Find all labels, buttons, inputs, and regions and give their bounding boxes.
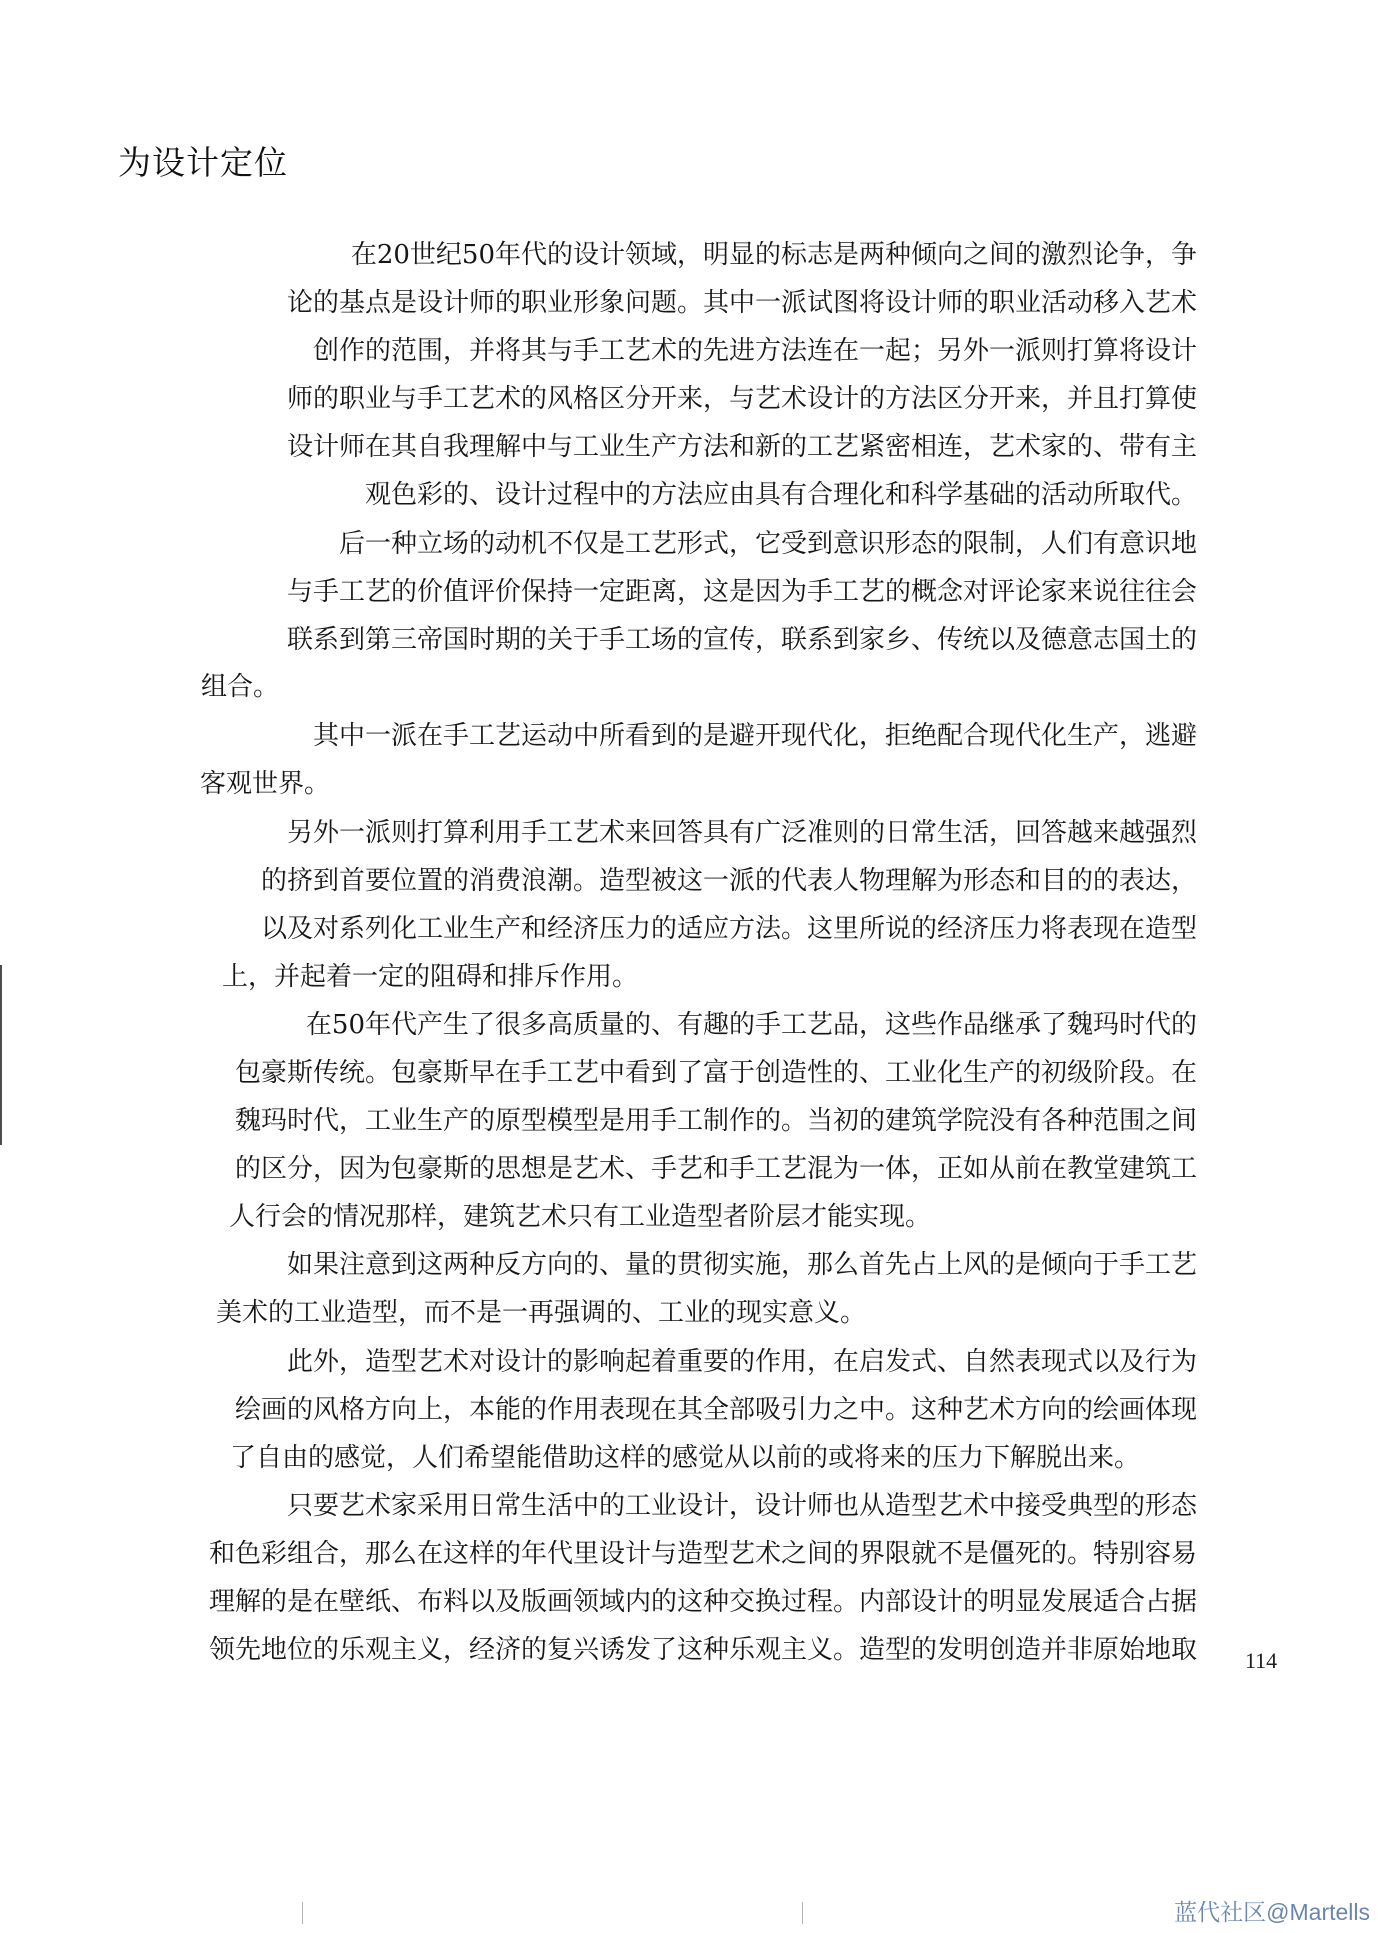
text-line: 师的职业与手工艺术的风格区分开来，与艺术设计的方法区分开来，并且打算使 (286, 384, 1197, 414)
text-line: 观色彩的、设计过程中的方法应由具有合理化和科学基础的活动所取代。 (364, 480, 1197, 510)
text-line: 的挤到首要位置的消费浪潮。造型被这一派的代表人物理解为形态和目的的表达， (260, 866, 1197, 896)
scan-artifact-mark (802, 1902, 803, 1924)
text-line: 人行会的情况那样，建筑艺术只有工业造型者阶层才能实现。 (228, 1202, 931, 1232)
text-line: 设计师在其自我理解中与工业生产方法和新的工艺紧密相连，艺术家的、带有主 (286, 432, 1197, 462)
text-line: 联系到第三帝国时期的关于手工场的宣传，联系到家乡、传统以及德意志国土的 (286, 625, 1197, 655)
text-line: 客观世界。 (199, 769, 330, 799)
text-line: 此外，造型艺术对设计的影响起着重要的作用，在启发式、自然表现式以及行为 (286, 1347, 1197, 1377)
scan-artifact-mark (302, 1902, 303, 1924)
text-line: 如果注意到这两种反方向的、量的贯彻实施，那么首先占上风的是倾向于手工艺 (286, 1250, 1197, 1280)
text-line: 其中一派在手工艺运动中所看到的是避开现代化，拒绝配合现代化生产，逃避 (312, 721, 1197, 751)
text-line: 以及对系列化工业生产和经济压力的适应方法。这里所说的经济压力将表现在造型 (260, 914, 1197, 944)
text-line: 的区分，因为包豪斯的思想是艺术、手艺和手工艺混为一体，正如从前在教堂建筑工 (234, 1154, 1197, 1184)
page-number: 114 (1245, 1648, 1278, 1673)
scan-edge-shadow (0, 965, 2, 1145)
text-line: 上，并起着一定的阻碍和排斥作用。 (221, 962, 638, 992)
text-line: 在20世纪50年代的设计领域，明显的标志是两种倾向之间的激烈论争，争 (350, 240, 1197, 270)
text-line: 在50年代产生了很多高质量的、有趣的手工艺品，这些作品继承了魏玛时代的 (305, 1010, 1197, 1040)
text-line: 组合。 (200, 672, 279, 702)
text-line: 了自由的感觉，人们希望能借助这样的感觉从以前的或将来的压力下解脱出来。 (229, 1443, 1140, 1473)
text-line: 创作的范围，并将其与手工艺术的先进方法连在一起；另外一派则打算将设计 (312, 336, 1197, 366)
text-line: 和色彩组合，那么在这样的年代里设计与造型艺术之间的界限就不是僵死的。特别容易 (208, 1539, 1197, 1569)
text-line: 魏玛时代，工业生产的原型模型是用手工制作的。当初的建筑学院没有各种范围之间 (234, 1106, 1197, 1136)
text-line: 绘画的风格方向上，本能的作用表现在其全部吸引力之中。这种艺术方向的绘画体现 (234, 1395, 1197, 1425)
watermark: 蓝代社区@Martells (1174, 1899, 1370, 1925)
text-line: 另外一派则打算利用手工艺术来回答具有广泛准则的日常生活，回答越来越强烈 (286, 818, 1197, 848)
text-line: 与手工艺的价值评价保持一定距离，这是因为手工艺的概念对评论家来说往往会 (286, 577, 1197, 607)
text-line: 包豪斯传统。包豪斯早在手工艺中看到了富于创造性的、工业化生产的初级阶段。在 (234, 1058, 1197, 1088)
text-line: 领先地位的乐观主义，经济的复兴诱发了这种乐观主义。造型的发明创造并非原始地取 (208, 1635, 1197, 1665)
text-line: 论的基点是设计师的职业形象问题。其中一派试图将设计师的职业活动移入艺术 (286, 288, 1197, 318)
text-line: 理解的是在壁纸、布料以及版画领域内的这种交换过程。内部设计的明显发展适合占据 (208, 1587, 1197, 1617)
text-line: 只要艺术家采用日常生活中的工业设计，设计师也从造型艺术中接受典型的形态 (286, 1491, 1197, 1521)
section-title: 为设计定位 (118, 143, 288, 182)
text-line: 美术的工业造型，而不是一再强调的、工业的现实意义。 (215, 1298, 866, 1328)
text-line: 后一种立场的动机不仅是工艺形式，它受到意识形态的限制，人们有意识地 (338, 529, 1197, 559)
